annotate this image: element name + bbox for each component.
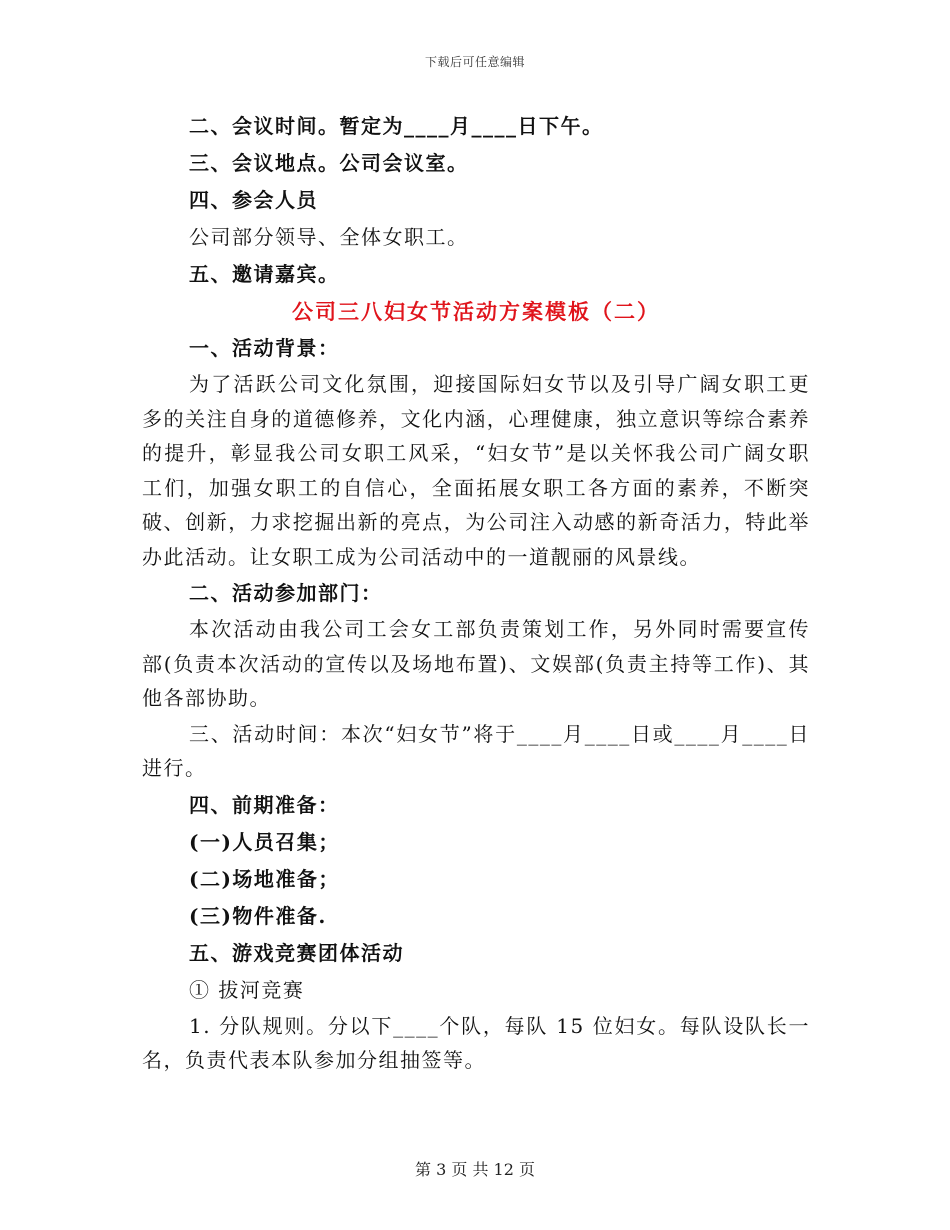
background-paragraph: 为了活跃公司文化氛围，迎接国际妇女节以及引导广阔女职工更多的关注自身的道德修养，文化内涵，心理健康，独立意识等综合素养的提升，彰显我公司女职工风采，“妇女节”是以关怀我公司广阔女职工们，加强女职工的自信心，全面拓展女职工各方面的素养，不断突破、创新，力求挖掘出新的亮点，为公司注入动感的新奇活力，特此举办此活动。让女职工成为公司活动中的一道靓丽的风景线。 bbox=[142, 372, 810, 569]
games-heading: 五、游戏竞赛团体活动 bbox=[189, 940, 404, 965]
attendees-heading: 四、参会人员 bbox=[189, 188, 318, 212]
departments-paragraph: 本次活动由我公司工会女工部负责策划工作，另外同时需要宣传部(负责本次活动的宣传以及场地布置)、文娱部(负责主持等工作)、其他各部协助。 bbox=[142, 617, 810, 710]
background-heading: 一、活动背景： bbox=[189, 336, 340, 360]
departments-heading: 二、活动参加部门： bbox=[189, 581, 383, 605]
section-title: 公司三八妇女节活动方案模板（二） bbox=[292, 299, 660, 324]
team-rules-paragraph: 1. 分队规则。分以下____个队，每队 15 位妇女。每队设队长一名，负责代表本队参加分组抽签等。 bbox=[142, 1013, 810, 1072]
tug-of-war-item: ① 拔河竞赛 bbox=[189, 977, 305, 1002]
preparation-heading: 四、前期准备： bbox=[189, 792, 340, 817]
guests-heading: 五、邀请嘉宾。 bbox=[189, 262, 340, 286]
activity-time-paragraph: 三、活动时间：本次“妇女节”将于____月____日或____月____日进行。 bbox=[142, 721, 810, 780]
page-footer: 第 3 页 共 12 页 bbox=[415, 1160, 535, 1179]
document-body bbox=[142, 108, 810, 1078]
meeting-time-line: 二、会议时间。暂定为____月____日下午。 bbox=[189, 114, 604, 138]
meeting-place-line: 三、会议地点。公司会议室。 bbox=[189, 151, 469, 175]
attendees-text: 公司部分领导、全体女职工。 bbox=[189, 225, 469, 249]
page-header: 下载后可任意编辑 bbox=[424, 55, 525, 69]
prep-item-personnel: (一)人员召集； bbox=[189, 829, 340, 854]
prep-item-materials: (三)物件准备. bbox=[189, 903, 327, 928]
prep-item-venue: (二)场地准备； bbox=[189, 866, 340, 891]
